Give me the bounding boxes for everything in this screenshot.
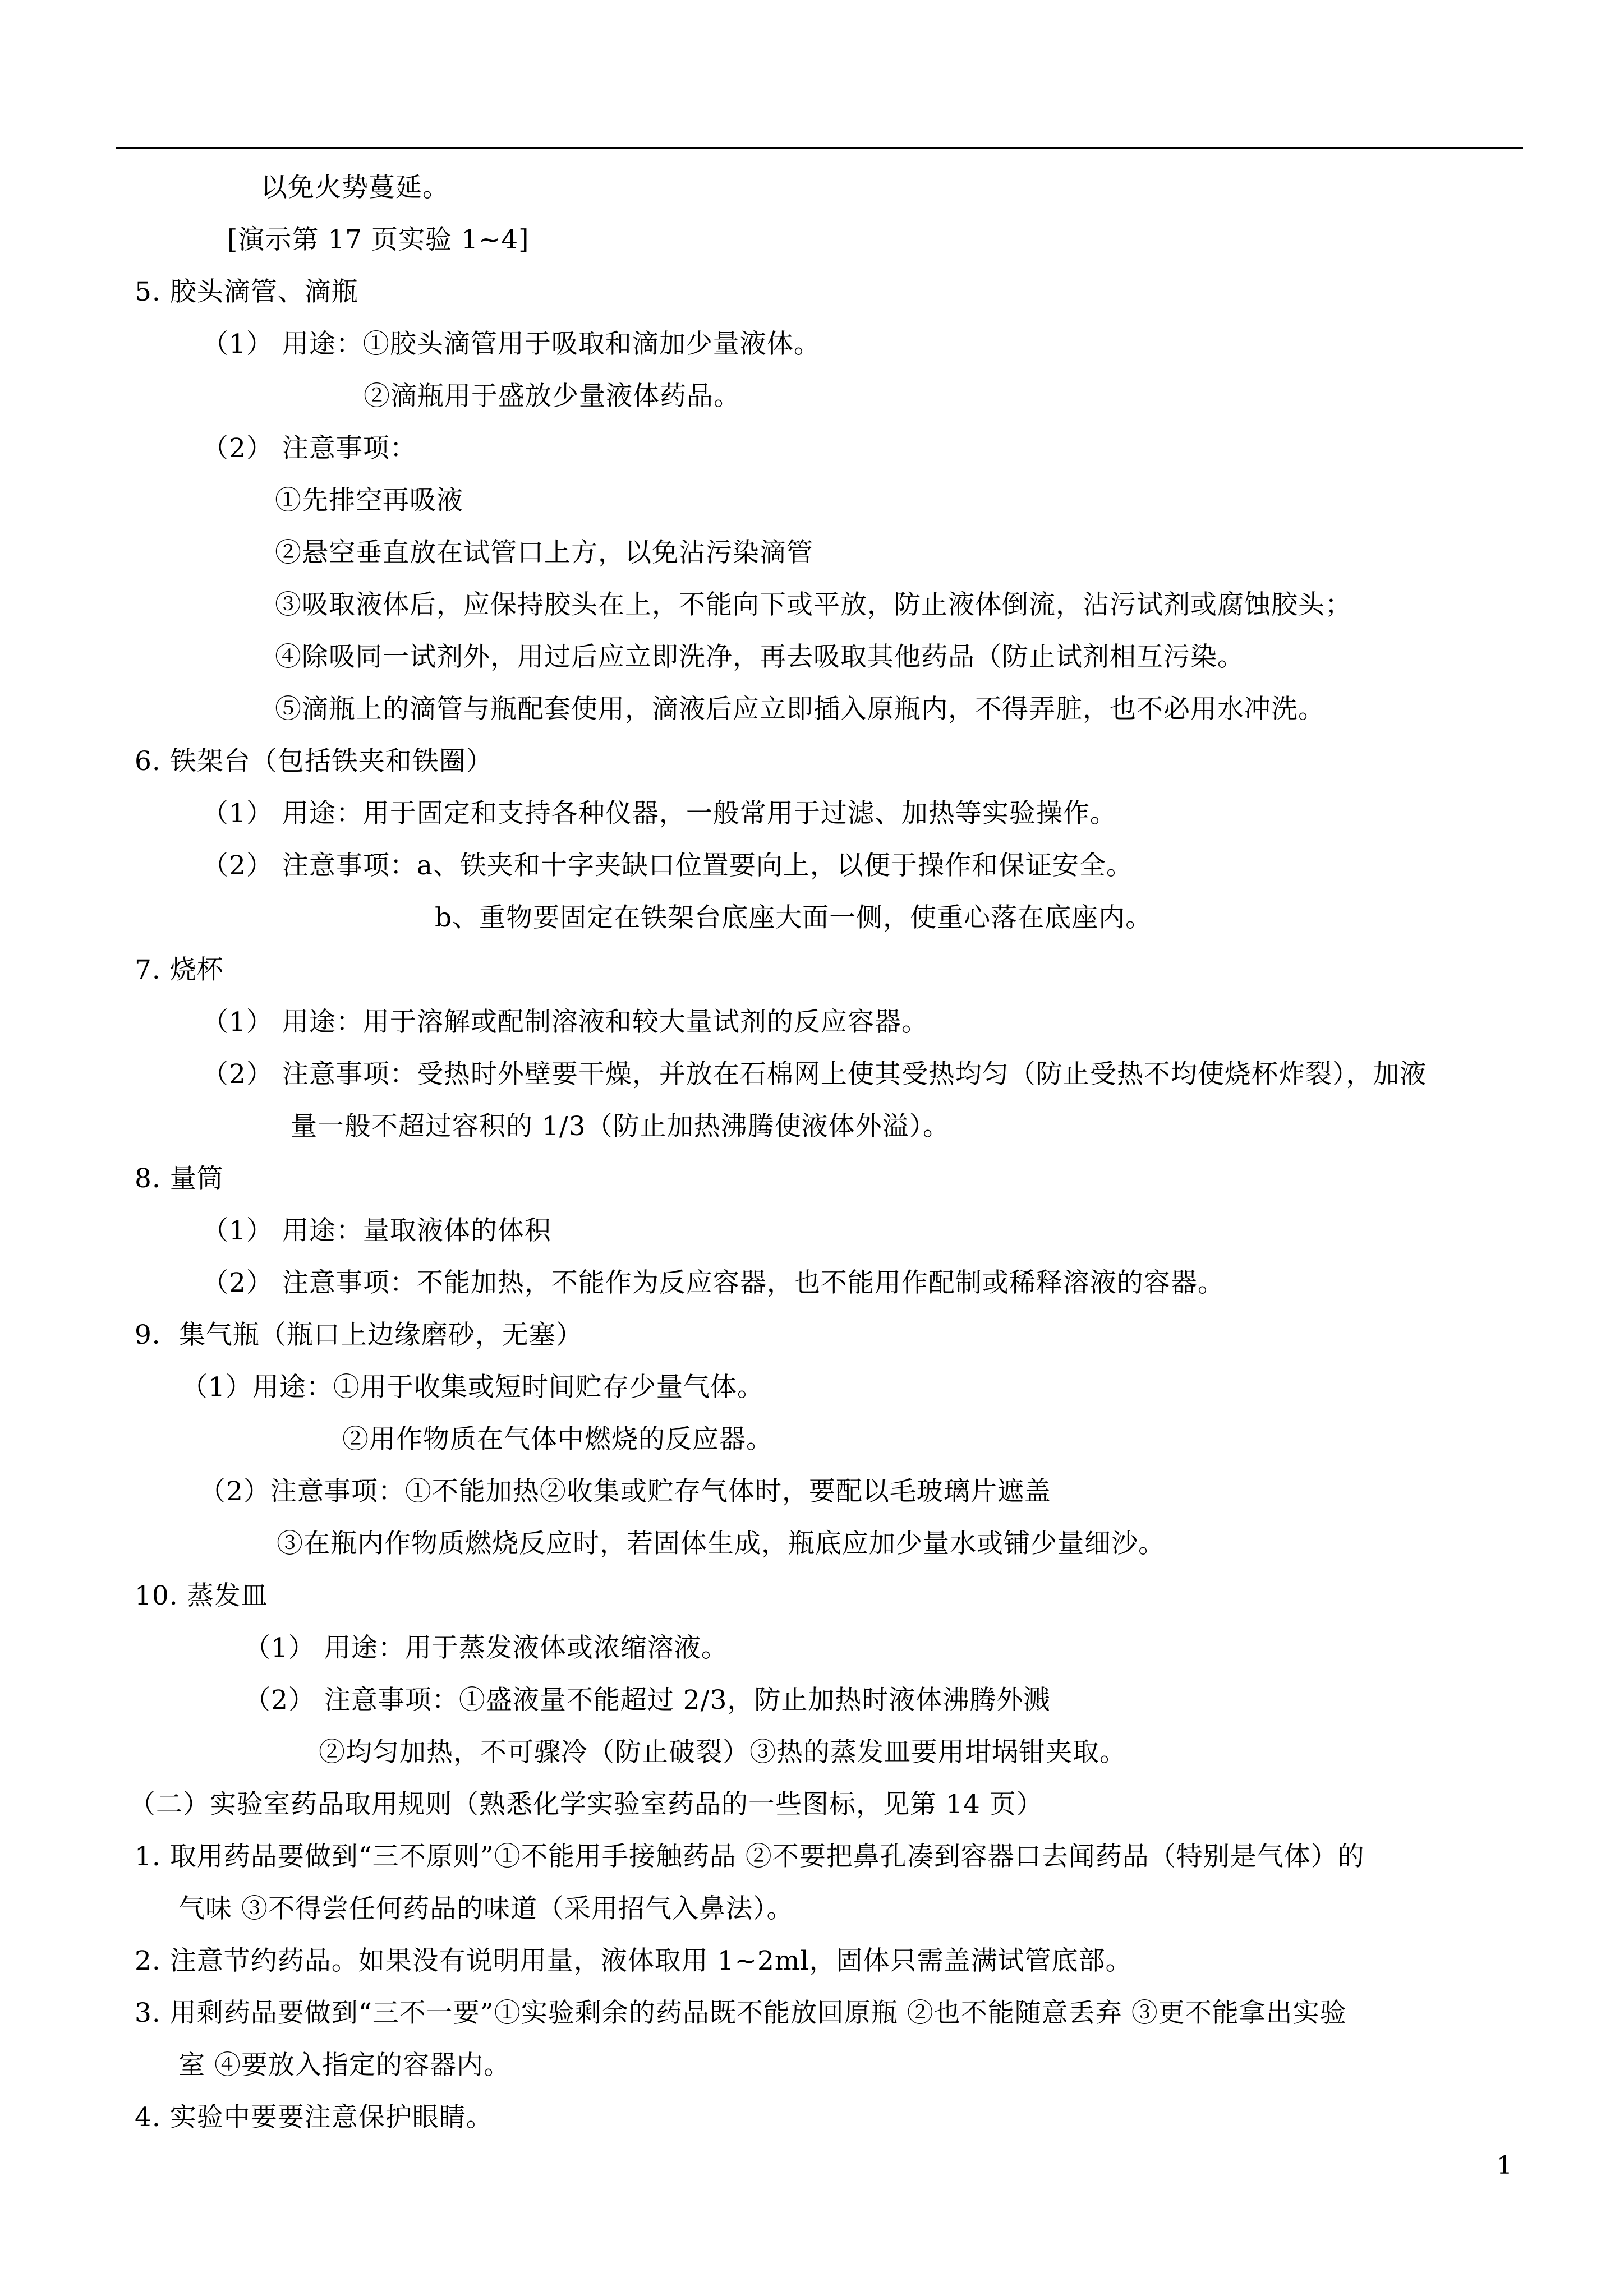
text-line: （1） 用途：用于固定和支持各种仪器，一般常用于过滤、加热等实验操作。 [202, 798, 1117, 829]
text-line: （1） 用途：用于溶解或配制溶液和较大量试剂的反应容器。 [202, 1007, 928, 1038]
text-line: （2）注意事项：①不能加热②收集或贮存气体时，要配以毛玻璃片遮盖 [199, 1476, 1051, 1507]
text-line: （1） 用途：量取液体的体积 [202, 1215, 551, 1246]
text-line: ②用作物质在气体中燃烧的反应器。 [342, 1424, 773, 1455]
text-line: （1） 用途：①胶头滴管用于吸取和滴加少量液体。 [202, 329, 821, 359]
text-line: ②悬空垂直放在试管口上方，以免沾污染滴管 [275, 537, 813, 568]
text-line: 量一般不超过容积的 1/3（防止加热沸腾使液体外溢）。 [291, 1111, 950, 1142]
text-line: 3. 用剩药品要做到“三不一要”①实验剩余的药品既不能放回原瓶 ②也不能随意丢弃 ③更不能拿出实验 [135, 1998, 1347, 2028]
text-line: （2） 注意事项：①盛液量不能超过 2/3，防止加热时液体沸腾外溅 [244, 1685, 1051, 1716]
text-line: ③在瓶内作物质燃烧反应时，若固体生成，瓶底应加少量水或铺少量细沙。 [277, 1528, 1165, 1559]
text-line: 气味 ③不得尝任何药品的味道（采用招气入鼻法）。 [178, 1893, 794, 1924]
text-line: （1） 用途：用于蒸发液体或浓缩溶液。 [244, 1633, 728, 1663]
text-line: （2） 注意事项：受热时外壁要干燥，并放在石棉网上使其受热均匀（防止受热不均使烧杯炸裂），加液 [202, 1059, 1427, 1090]
text-line: 以免火势蔓延。 [261, 172, 449, 203]
section-heading: 10. 蒸发皿 [135, 1580, 268, 1611]
text-line: ②均匀加热，不可骤冷（防止破裂）③热的蒸发皿要用坩埚钳夹取。 [319, 1737, 1126, 1768]
section-heading: 7. 烧杯 [135, 955, 224, 985]
text-line: b、重物要固定在铁架台底座大面一侧，使重心落在底座内。 [435, 902, 1153, 933]
text-line: ①先排空再吸液 [275, 485, 463, 516]
section-heading: 6. 铁架台（包括铁夹和铁圈） [135, 746, 493, 777]
text-line: 1. 取用药品要做到“三不原则”①不能用手接触药品 ②不要把鼻孔凑到容器口去闻药品（特别是气体）的 [135, 1841, 1365, 1872]
text-line: [演示第 17 页实验 1~4] [227, 224, 530, 255]
text-line: 4. 实验中要要注意保护眼睛。 [135, 2102, 493, 2133]
text-line: ⑤滴瓶上的滴管与瓶配套使用，滴液后应立即插入原瓶内，不得弄脏，也不必用水冲洗。 [275, 694, 1325, 725]
section-heading: 5. 胶头滴管、滴瓶 [135, 276, 358, 307]
text-line: （2） 注意事项： [202, 433, 417, 464]
text-line: （2） 注意事项：a、铁夹和十字夹缺口位置要向上，以便于操作和保证安全。 [202, 850, 1133, 881]
text-line: ②滴瓶用于盛放少量液体药品。 [364, 381, 740, 412]
text-line: （2） 注意事项：不能加热，不能作为反应容器，也不能用作配制或稀释溶液的容器。 [202, 1267, 1225, 1298]
header-rule [116, 147, 1523, 149]
text-line: 室 ④要放入指定的容器内。 [178, 2050, 510, 2081]
section-heading: （二）实验室药品取用规则（熟悉化学实验室药品的一些图标，见第 14 页） [129, 1789, 1043, 1820]
section-heading: 8. 量筒 [135, 1163, 224, 1194]
text-line: （1）用途：①用于收集或短时间贮存少量气体。 [181, 1372, 764, 1403]
text-line: ④除吸同一试剂外，用过后应立即洗净，再去吸取其他药品（防止试剂相互污染。 [275, 642, 1244, 672]
page-number: 1 [1497, 2151, 1512, 2180]
text-line: 2. 注意节约药品。如果没有说明用量，液体取用 1~2ml，固体只需盖满试管底部。 [135, 1945, 1133, 1976]
text-line: ③吸取液体后，应保持胶头在上，不能向下或平放，防止液体倒流，沾污试剂或腐蚀胶头； [275, 589, 1352, 620]
section-heading: 9．集气瓶（瓶口上边缘磨砂，无塞） [135, 1320, 583, 1350]
